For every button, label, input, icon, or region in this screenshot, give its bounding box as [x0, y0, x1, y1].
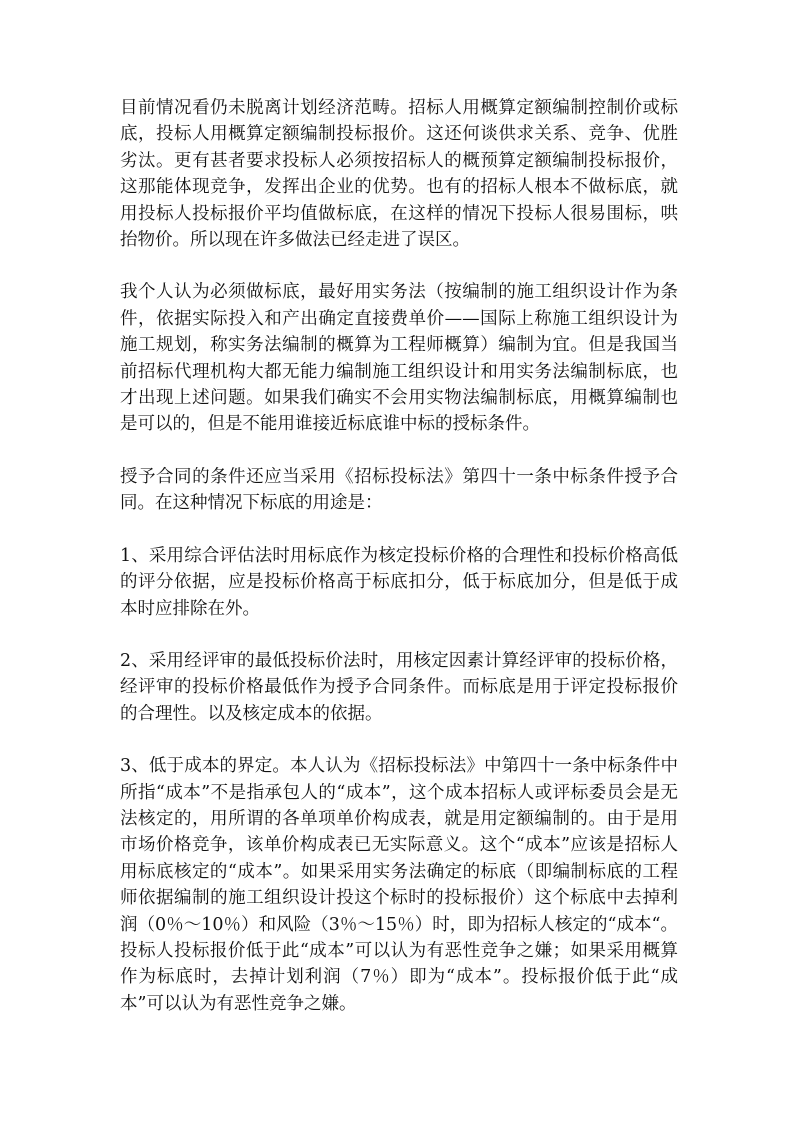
paragraph-4: 1、采用综合评估法时用标底作为核定投标价格的合理性和投标价格高低的评分依据，应是投标价格高于标底扣分，低于标底加分，但是低于成本时应排除在外。	[120, 545, 678, 619]
document-body	[120, 95, 678, 1043]
paragraph-2: 我个人认为必须做标底，最好用实务法（按编制的施工组织设计作为条件，依据实际投入和产出确定直接费单价——国际上称施工组织设计为施工规划，称实务法编制的概算为工程师概算）编制为宜。但是我国当前招标代理机构大都无能力编制施工组织设计和用实务法编制标底，也才出现上述问题。如果我们确实不会用实物法编制标底，用概算编制也是可以的，但是不能用谁接近标底谁中标的授标条件。	[120, 282, 678, 435]
paragraph-5: 2、采用经评审的最低投标价法时，用核定因素计算经评审的投标价格，经评审的投标价格最低作为授予合同条件。而标底是用于评定投标报价的合理性。以及核定成本的依据。	[120, 650, 678, 724]
paragraph-3: 授予合同的条件还应当采用《招标投标法》第四十一条中标条件授予合同。在这种情况下标底的用途是：	[120, 466, 678, 514]
paragraph-1: 目前情况看仍未脱离计划经济范畴。招标人用概算定额编制控制价或标底，投标人用概算定额编制投标报价。这还何谈供求关系、竞争、优胜劣汰。更有甚者要求投标人必须按招标人的概预算定额编制投标报价，这那能体现竞争，发挥出企业的优势。也有的招标人根本不做标底，就用投标人投标报价平均值做标底，在这样的情况下投标人很易围标，哄抬物价。所以现在许多做法已经走进了误区。	[120, 98, 678, 251]
paragraph-6: 3、低于成本的界定。本人认为《招标投标法》中第四十一条中标条件中所指“成本”不是指承包人的“成本”，这个成本招标人或评标委员会是无法核定的，用所谓的各单项单价构成表，就是用定额编制的。由于是用市场价格竞争，该单价构成表已无实际意义。这个“成本”应该是招标人用标底核定的“成本”。如果采用实务法确定的标底（即编制标底的工程师依据编制的施工组织设计投这个标时的投标报价）这个标底中去掉利润（0％～10％）和风险（3％～15％）时，即为招标人核定的“成本“。投标人投标报价低于此“成本”可以认为有恶性竞争之嫌；如果采用概算作为标底时，去掉计划利润（7％）即为“成本”。投标报价低于此“成本”可以认为有恶性竞争之嫌。	[120, 756, 678, 1014]
